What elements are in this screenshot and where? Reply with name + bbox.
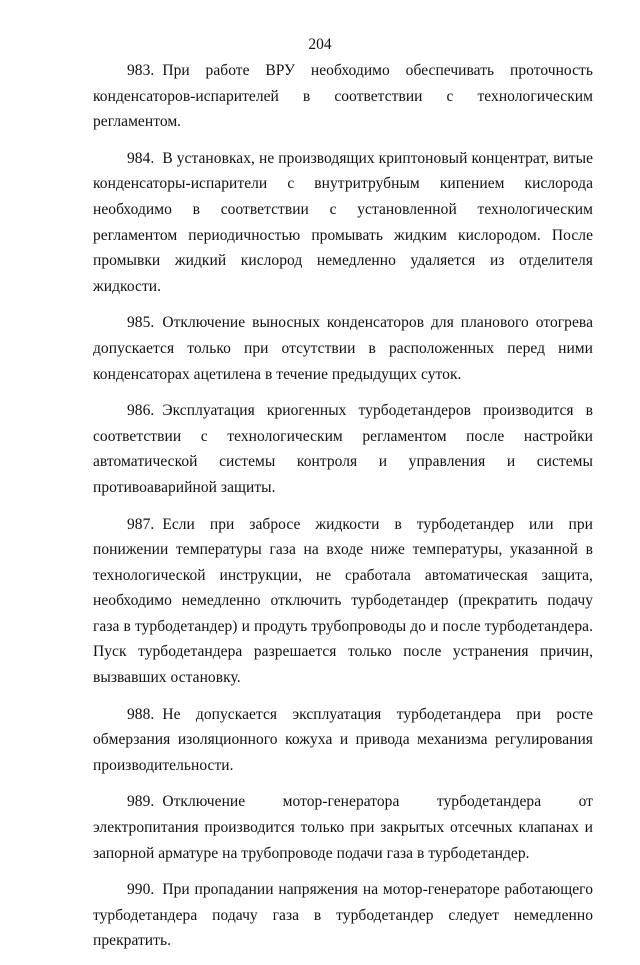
page-number: 204 — [308, 36, 332, 53]
paragraph-number: 990. — [127, 881, 155, 899]
document-body — [93, 58, 593, 965]
paragraph-989 — [93, 789, 593, 866]
paragraph-number: 985. — [127, 314, 155, 332]
paragraph-number: 989. — [127, 793, 155, 811]
paragraph-number: 988. — [127, 705, 155, 723]
paragraph-text: Отключение мотор-генератора турбодетандера от электропитания производится только при закрытых отсечных клапанах и запорной арматуре на трубопроводе подачи газа в турбодетандер. — [93, 793, 593, 862]
paragraph-number: 986. — [127, 402, 155, 420]
paragraph-number: 987. — [127, 515, 155, 533]
paragraph-text: Не допускается эксплуатация турбодетандера при росте обмерзания изоляционного кожуха и привода механизма регулирования производительности. — [93, 705, 593, 774]
paragraph-983 — [93, 58, 593, 135]
paragraph-text: Эксплуатация криогенных турбодетандеров производится в соответствии с технологическим регламентом после настройки автоматической системы контроля и управления и системы противоаварийной защиты. — [93, 402, 593, 496]
paragraph-988 — [93, 702, 593, 779]
paragraph-number: 984. — [127, 149, 155, 167]
paragraph-text: При работе ВРУ необходимо обеспечивать проточность конденсаторов-испарителей в соответствии с технологическим регламентом. — [93, 62, 593, 131]
paragraph-986 — [93, 398, 593, 500]
paragraph-text: При пропадании напряжения на мотор-генераторе работающего турбодетандера подачу газа в турбодетандер следует немедленно прекратить. — [93, 881, 593, 950]
paragraph-text: В установках, не производящих криптоновый концентрат, витые конденсаторы-испарители с внутритрубным кипением кислорода необходимо в соответствии с установленной технологическим регламентом периодичностью промывать жидким кислородом. После промывки жидкий кислород немедленно удаляется из отделителя жидкости. — [93, 149, 593, 295]
paragraph-984 — [93, 146, 593, 300]
paragraph-985 — [93, 310, 593, 387]
paragraph-text: Отключение выносных конденсаторов для планового отогрева допускается только при отсутствии в расположенных перед ними конденсаторах ацетилена в течение предыдущих суток. — [93, 314, 593, 383]
paragraph-987 — [93, 512, 593, 691]
paragraph-text: Если при забросе жидкости в турбодетандер или при понижении температуры газа на входе ниже температуры, указанной в технологической инструкции, не сработала автоматическая защита, необходимо немедленно отключить турбодетандер (прекратить подачу газа в турбодетандер) и продуть трубопроводы до и после турбодетандера. Пуск турбодетандера разрешается только после устранения причин, вызвавших остановку. — [93, 515, 593, 687]
paragraph-990 — [93, 877, 593, 954]
paragraph-number: 983. — [127, 62, 155, 79]
